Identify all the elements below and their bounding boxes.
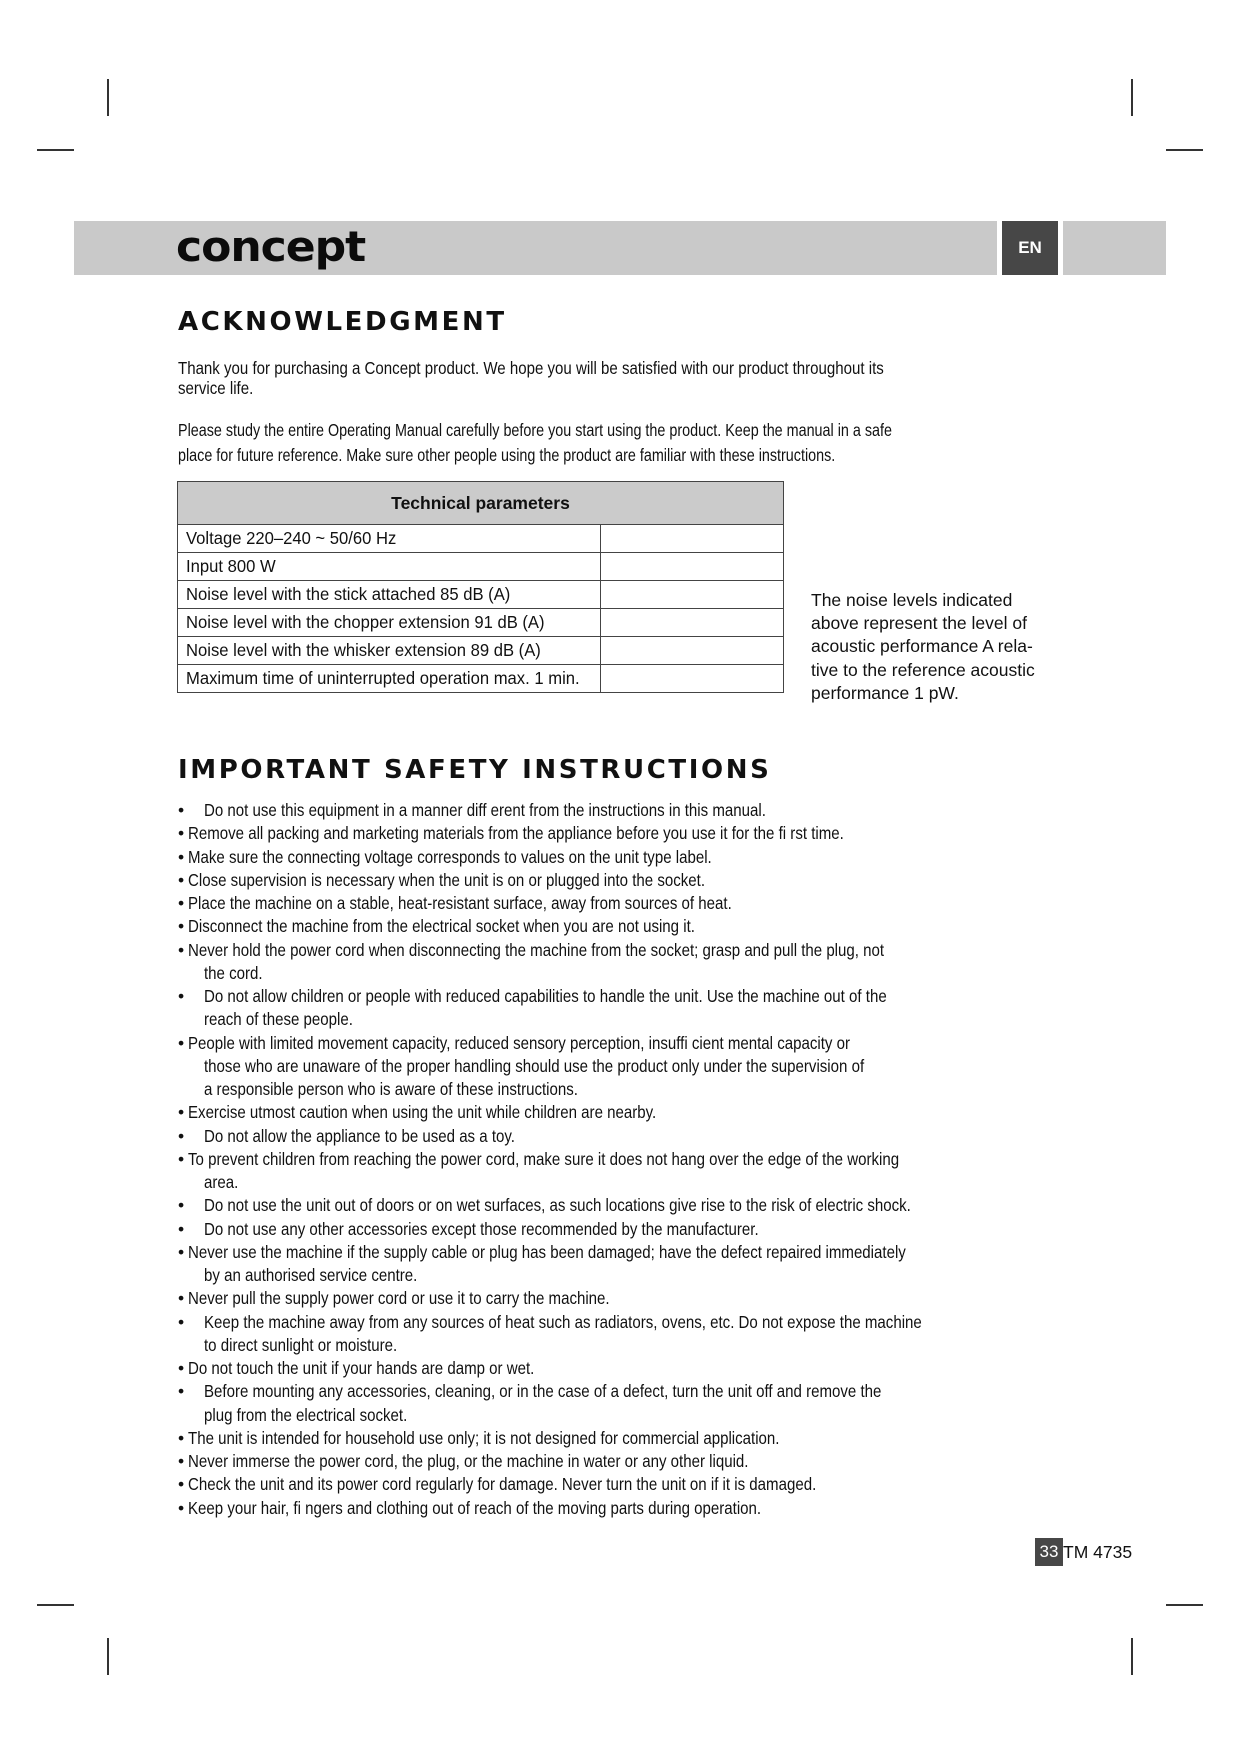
param-cell <box>178 553 601 581</box>
safety-item-line <box>204 799 857 821</box>
safety-item-line <box>188 1148 1015 1170</box>
text: to direct sunlight or moisture. <box>204 1334 398 1355</box>
crop-mark-top-left-vertical <box>107 79 109 116</box>
bullet-icon: • <box>178 846 185 867</box>
bullet-icon: • <box>178 1311 185 1332</box>
param-text: Noise level with the stick attached 85 dB (A) <box>186 584 511 604</box>
safety-item-line <box>188 1450 840 1472</box>
safety-item-line <box>204 1171 244 1193</box>
safety-item-line <box>204 985 998 1007</box>
value-cell <box>601 525 784 553</box>
safety-item-line <box>188 1357 591 1379</box>
note-line: The noise levels indicated <box>811 590 1013 610</box>
table-row <box>178 665 784 693</box>
crop-mark-bottom-right-horizontal <box>1166 1604 1203 1606</box>
safety-item-line <box>204 1194 1026 1216</box>
crop-mark-bottom-left-vertical <box>107 1638 109 1675</box>
intro-paragraph-line <box>178 377 266 399</box>
safety-instructions-title: IMPORTANT SAFETY INSTRUCTIONS <box>178 755 772 785</box>
text: The unit is intended for household use only; it is not designed for commercial application. <box>188 1427 780 1448</box>
text: To prevent children from reaching the power cord, make sure it does not hang over the edge of the working <box>188 1148 900 1169</box>
bullet-icon: • <box>178 1288 185 1309</box>
bullet-icon: • <box>178 1241 185 1262</box>
safety-item-line <box>204 962 272 984</box>
bullet-icon: • <box>178 1451 185 1471</box>
note-line: acoustic performance A rela- <box>811 636 1033 657</box>
text: place for future reference. Make sure other people using the product are familiar with these instructions. <box>178 445 836 465</box>
text: Exercise utmost caution when using the unit while children are nearby. <box>188 1102 657 1123</box>
safety-item-line <box>188 1032 958 1054</box>
bullet-icon: • <box>178 1032 185 1053</box>
safety-item-line <box>204 1078 639 1100</box>
text: a responsible person who is aware of these instructions. <box>204 1079 578 1099</box>
acknowledgment-title: ACKNOWLEDGMENT <box>178 307 507 337</box>
safety-item-line <box>204 1380 992 1402</box>
note-line: above represent the level of <box>811 613 1027 634</box>
param-cell <box>178 665 601 693</box>
safety-item-line <box>188 939 997 961</box>
crop-mark-bottom-right-vertical <box>1131 1638 1133 1675</box>
safety-item-line <box>188 1241 1023 1263</box>
text: Disconnect the machine from the electrical socket when you are not using it. <box>188 916 695 937</box>
safety-item-line <box>188 1427 876 1449</box>
crop-mark-top-right-horizontal <box>1166 149 1203 151</box>
safety-item-line <box>188 822 951 844</box>
param-cell <box>178 637 601 665</box>
param-text: Voltage 220–240 ~ 50/60 Hz <box>186 528 397 548</box>
safety-item-line <box>188 869 789 891</box>
crop-mark-top-left-horizontal <box>37 149 74 151</box>
table-row <box>178 525 784 553</box>
safety-item-line <box>204 1055 972 1077</box>
text: those who are unaware of the proper handling should use the product only under the supervision of <box>204 1055 865 1076</box>
safety-item-line <box>204 1264 452 1286</box>
header-bar-right <box>1063 221 1166 275</box>
noise-level-note <box>811 589 1071 705</box>
safety-item-line <box>204 1311 1039 1333</box>
manual-paragraph-line <box>178 419 1049 441</box>
table-header: Technical parameters <box>178 482 784 525</box>
value-cell <box>601 609 784 637</box>
param-text: Input 800 W <box>186 556 276 576</box>
value-cell <box>601 665 784 693</box>
bullet-icon: • <box>178 1427 185 1448</box>
language-badge: EN <box>1002 221 1058 275</box>
param-text: Noise level with the chopper extension 91 dB (A) <box>186 612 545 632</box>
text: reach of these people. <box>204 1009 353 1030</box>
safety-item-line <box>204 1218 849 1240</box>
text: Check the unit and its power cord regularly for damage. Never turn the unit on if it is damaged. <box>188 1474 817 1495</box>
bullet-icon: • <box>178 986 185 1006</box>
table-row <box>178 637 784 665</box>
text: plug from the electrical socket. <box>204 1404 408 1425</box>
safety-item-line <box>188 1497 854 1519</box>
text: Do not allow the appliance to be used as a toy. <box>204 1125 515 1146</box>
page-number: 33 <box>1035 1538 1063 1566</box>
bullet-icon: • <box>178 823 185 844</box>
bullet-icon: • <box>178 1497 185 1518</box>
note-line: performance 1 pW. <box>811 682 959 703</box>
table-row <box>178 609 784 637</box>
param-cell <box>178 609 601 637</box>
note-line: tive to the reference acoustic <box>811 659 1035 680</box>
param-cell <box>178 525 601 553</box>
table-row <box>178 553 784 581</box>
bullet-icon: • <box>178 1125 185 1146</box>
safety-item-line <box>188 892 820 914</box>
text: People with limited movement capacity, reduced sensory perception, insuffi cient mental capacity or <box>188 1032 850 1053</box>
value-cell <box>601 637 784 665</box>
text: Do not touch the unit if your hands are damp or wet. <box>188 1358 535 1378</box>
technical-parameters-table <box>177 481 784 693</box>
text: Keep your hair, fi ngers and clothing out of reach of the moving parts during operation. <box>188 1497 762 1518</box>
intro-paragraph-line <box>178 357 999 379</box>
text: Never immerse the power cord, the plug, or the machine in water or any other liquid. <box>188 1451 749 1471</box>
text: Close supervision is necessary when the unit is on or plugged into the socket. <box>188 869 706 890</box>
text: Before mounting any accessories, cleaning, or in the case of a defect, turn the unit off and remove the <box>204 1381 882 1402</box>
bullet-icon: • <box>178 1218 185 1239</box>
bullet-icon: • <box>178 1102 185 1123</box>
model-number: TM 4735 <box>1063 1542 1133 1562</box>
bullet-icon: • <box>178 893 185 913</box>
safety-item-line <box>188 915 777 937</box>
bullet-icon: • <box>178 1148 185 1169</box>
text: Thank you for purchasing a Concept product. We hope you will be satisfied with our product throughout its <box>178 358 884 378</box>
safety-item-line <box>204 1008 377 1030</box>
manual-paragraph-line <box>178 444 980 466</box>
text: area. <box>204 1172 239 1192</box>
safety-item-line <box>188 1287 678 1309</box>
value-cell <box>601 553 784 581</box>
text: Never pull the supply power cord or use it to carry the machine. <box>188 1288 610 1309</box>
bullet-icon: • <box>178 1381 185 1402</box>
text: Please study the entire Operating Manual carefully before you start using the product. Keep the manual in a safe <box>178 420 892 440</box>
crop-mark-top-right-vertical <box>1131 79 1133 116</box>
text: Place the machine on a stable, heat-resistant surface, away from sources of heat. <box>188 893 732 913</box>
text: Remove all packing and marketing materials from the appliance before you use it for the fi rst time. <box>188 823 844 844</box>
table-row <box>178 581 784 609</box>
crop-mark-bottom-left-horizontal <box>37 1604 74 1606</box>
safety-item-line <box>204 1334 429 1356</box>
param-text: Maximum time of uninterrupted operation max. 1 min. <box>186 668 580 688</box>
text: Never use the machine if the supply cable or plug has been damaged; have the defect repaired immediately <box>188 1241 906 1262</box>
safety-item-line <box>188 1101 732 1123</box>
safety-item-line <box>188 1473 919 1495</box>
safety-item-line <box>204 1125 566 1147</box>
bullet-icon: • <box>178 869 185 890</box>
text: Do not use any other accessories except those recommended by the manufacturer. <box>204 1218 759 1239</box>
bullet-icon: • <box>178 939 185 960</box>
text: service life. <box>178 378 254 398</box>
bullet-icon: • <box>178 1195 185 1216</box>
param-text: Noise level with the whisker extension 89 dB (A) <box>186 640 541 660</box>
bullet-icon: • <box>178 1358 185 1378</box>
text: Do not use the unit out of doors or on wet surfaces, as such locations give rise to the risk of electric shock. <box>204 1195 911 1216</box>
text: by an authorised service centre. <box>204 1265 418 1285</box>
text: Keep the machine away from any sources of heat such as radiators, ovens, etc. Do not expose the machine <box>204 1311 922 1332</box>
text: Make sure the connecting voltage corresponds to values on the unit type label. <box>188 846 712 867</box>
text: Do not use this equipment in a manner diff erent from the instructions in this manual. <box>204 800 766 820</box>
safety-item-line <box>188 846 797 868</box>
brand-logo: concept <box>176 222 366 271</box>
bullet-icon: • <box>178 916 185 937</box>
text: the cord. <box>204 962 263 983</box>
value-cell <box>601 581 784 609</box>
safety-item-line <box>204 1404 440 1426</box>
bullet-icon: • <box>178 800 185 820</box>
param-cell <box>178 581 601 609</box>
bullet-icon: • <box>178 1474 185 1495</box>
text: Do not allow children or people with reduced capabilities to handle the unit. Use the machine out of the <box>204 986 887 1006</box>
text: Never hold the power cord when disconnecting the machine from the socket; grasp and pull the plug, not <box>188 939 885 960</box>
